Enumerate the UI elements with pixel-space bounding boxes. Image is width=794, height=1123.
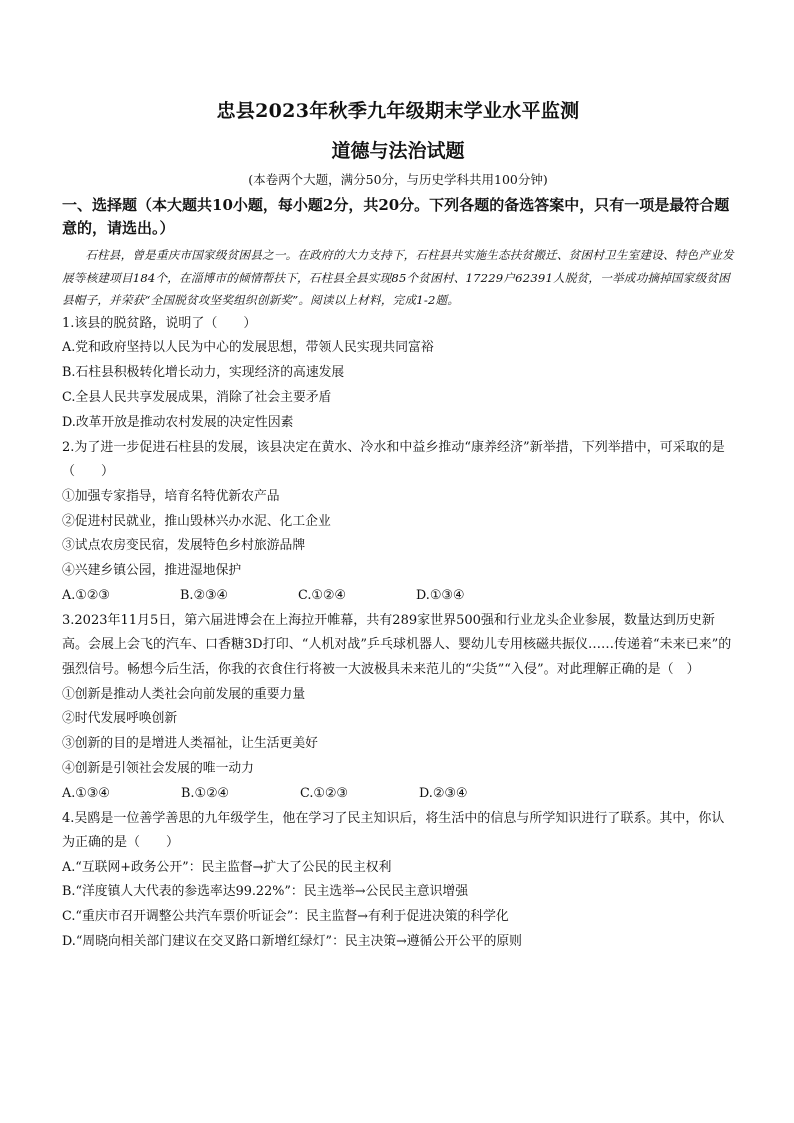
- question-2-item-1: ①加强专家指导，培育名特优新农产品: [62, 488, 280, 504]
- question-2-stem: 2.为了进一步促进石柱县的发展，该县决定在黄水、冷水和中益乡推动“康养经济”新举措，下列举措中，可采取的是（ ）: [62, 439, 725, 480]
- reading-material: 石柱县，曾是重庆市国家级贫困县之一。在政府的大力支持下，石柱县共实施生态扶贫搬迁、贫困村卫生室建设、特色产业发展等核建项目184个，在淄博市的倾情帮扶下，石柱县全县实现85个贫困村、17229户62391人脱贫，一举成功摘掉国家级贫困县帽子，并荣获“全国脱贫攻坚奖组织创新奖”。阅读以上材料，完成1-2题。: [62, 248, 734, 308]
- question-4: [62, 807, 734, 955]
- exam-title: 忠县2023年秋季九年级期末学业水平监测: [216, 100, 580, 122]
- question-3-choice-b: B.①②④: [181, 785, 229, 801]
- question-3: [62, 609, 734, 807]
- question-3-item-4: ④创新是引领社会发展的唯一动力: [62, 760, 254, 776]
- question-3-item-3: ③创新的目的是增进人类福祉，让生活更美好: [62, 736, 318, 752]
- question-3-choice-c: C.①②③: [300, 785, 348, 801]
- question-1-stem: 1.该县的脱贫路，说明了（ ）: [62, 315, 257, 331]
- question-4-stem: 4.吴鸥是一位善学善思的九年级学生，他在学习了民主知识后，将生活中的信息与所学知识进行了联系。其中，你认为正确的是（ ）: [62, 810, 725, 851]
- exam-note: (本卷两个大题，满分50分，与历史学科共用100分钟): [248, 172, 548, 187]
- question-3-item-1: ①创新是推动人类社会向前发展的重要力量: [62, 686, 306, 702]
- question-1: [62, 312, 734, 436]
- exam-subtitle: 道德与法治试题: [331, 140, 465, 162]
- question-4-option-a: A.“互联网+政务公开”：民主监督→扩大了公民的民主权利: [62, 859, 392, 875]
- question-2-item-2: ②促进村民就业，推山毁林兴办水泥、化工企业: [62, 513, 331, 529]
- question-4-option-c: C.“重庆市召开调整公共汽车票价听证会”：民主监督→有利于促进决策的科学化: [62, 909, 509, 925]
- question-2-item-3: ③试点农房变民宿，发展特色乡村旅游品牌: [62, 538, 306, 554]
- question-4-option-d: D.“周晓向相关部门建议在交叉路口新增红绿灯”：民主决策→遵循公开公平的原则: [62, 934, 522, 950]
- question-4-option-b: B.“洋度镇人大代表的参选率达99.22%”：民主选举→公民民主意识增强: [62, 884, 468, 900]
- question-2-choice-d: D.①③④: [416, 587, 465, 603]
- question-2-choice-a: A.①②③: [62, 587, 110, 603]
- question-3-choice-a: A.①③④: [62, 785, 110, 801]
- question-1-option-a: A.党和政府坚持以人民为中心的发展思想，带领人民实现共同富裕: [62, 340, 434, 356]
- question-3-choice-d: D.②③④: [419, 785, 468, 801]
- question-1-option-d: D.改革开放是推动农村发展的决定性因素: [62, 414, 294, 430]
- section-heading: 一、选择题（本大题共10小题，每小题2分，共20分。下列各题的备选答案中，只有一项是最符合题意的，请选出。）: [62, 196, 730, 237]
- question-2-choice-c: C.①②④: [298, 587, 346, 603]
- question-2: [62, 436, 734, 609]
- question-1-option-b: B.石柱县积极转化增长动力，实现经济的高速发展: [62, 365, 345, 381]
- question-3-choices: [62, 782, 734, 807]
- question-2-choices: [62, 584, 734, 609]
- question-2-choice-b: B.②③④: [180, 587, 228, 603]
- question-3-stem: 3.2023年11月5日，第六届进博会在上海拉开帷幕，共有289家世界500强和行业龙头企业参展，数量达到历史新高。会展上会飞的汽车、口香糖3D打印、“人机对战”乒乓球机器人、婴幼儿专用核磁共振仪……传递着“未来已来”的强烈信号。畅想今后生活，你我的衣食住行将被一大波极具未来范儿的“尖货”“入侵”。对此理解正确的是（ ）: [62, 612, 732, 677]
- question-2-item-4: ④兴建乡镇公园，推进湿地保护: [62, 563, 242, 579]
- question-1-option-c: C.全县人民共享发展成果，消除了社会主要矛盾: [62, 389, 332, 405]
- question-3-item-2: ②时代发展呼唤创新: [62, 711, 178, 727]
